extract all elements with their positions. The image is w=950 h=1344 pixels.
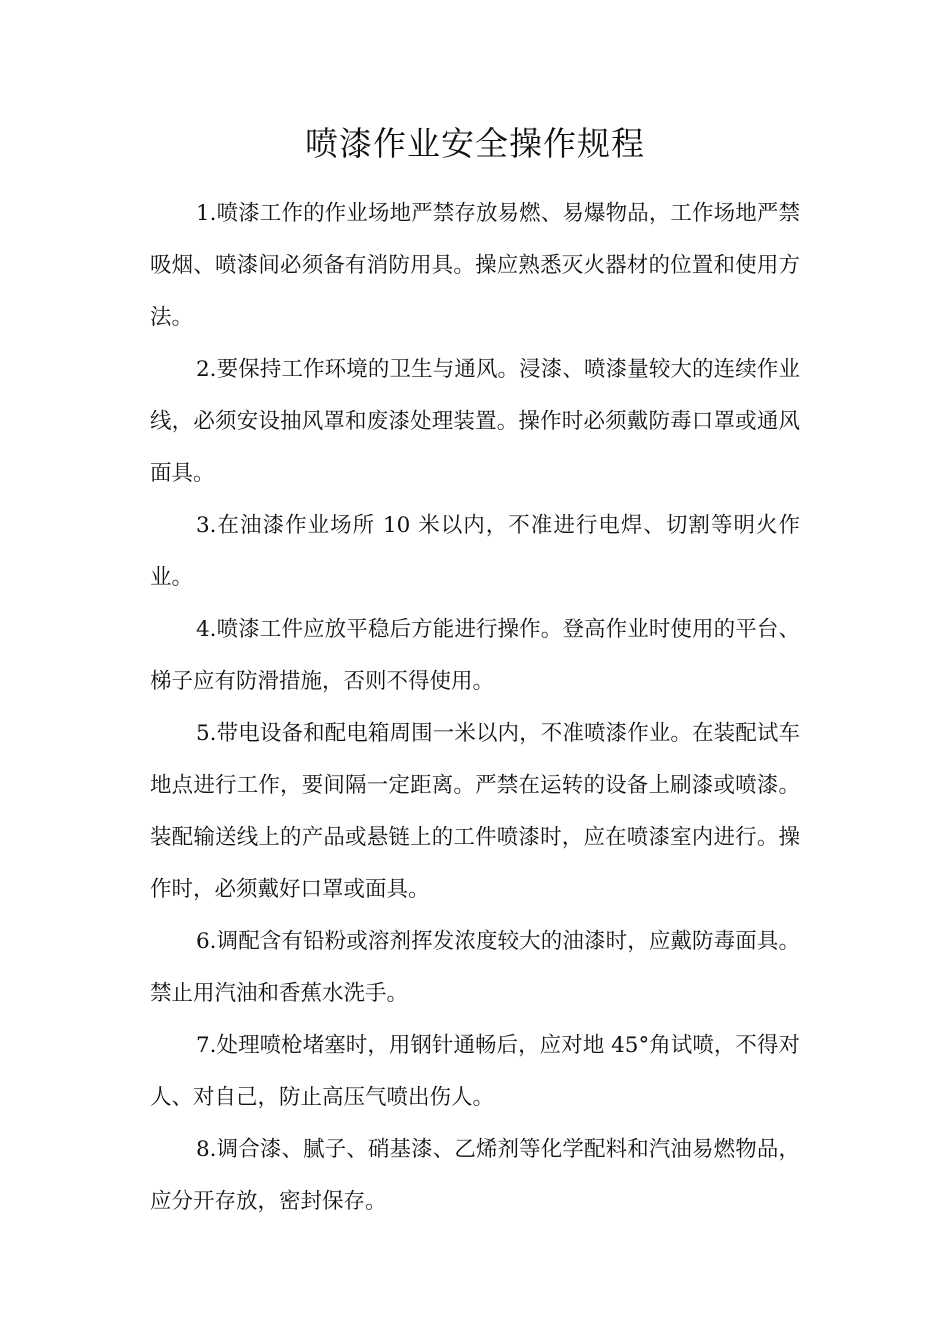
paragraph-7: 7.处理喷枪堵塞时，用钢针通畅后，应对地 45°角试喷，不得对人、对自己，防止高压气喷出伤人。 bbox=[150, 1033, 800, 1110]
paragraph-8: 8.调合漆、腻子、硝基漆、乙烯剂等化学配料和汽油易燃物品，应分开存放，密封保存。 bbox=[150, 1137, 800, 1214]
document-body bbox=[150, 188, 800, 1228]
paragraph-2: 2.要保持工作环境的卫生与通风。浸漆、喷漆量较大的连续作业线，必须安设抽风罩和废漆处理装置。操作时必须戴防毒口罩或通风面具。 bbox=[150, 357, 800, 486]
paragraph-3: 3.在油漆作业场所 10 米以内，不准进行电焊、切割等明火作业。 bbox=[150, 513, 800, 590]
paragraph-4: 4.喷漆工件应放平稳后方能进行操作。登高作业时使用的平台、梯子应有防滑措施，否则不得使用。 bbox=[150, 617, 800, 694]
paragraph-6: 6.调配含有铅粉或溶剂挥发浓度较大的油漆时，应戴防毒面具。禁止用汽油和香蕉水洗手。 bbox=[150, 929, 800, 1006]
paragraph-1: 1.喷漆工作的作业场地严禁存放易燃、易爆物品，工作场地严禁吸烟、喷漆间必须备有消防用具。操应熟悉灭火器材的位置和使用方法。 bbox=[150, 201, 800, 330]
paragraph-5: 5.带电设备和配电箱周围一米以内，不准喷漆作业。在装配试车地点进行工作，要间隔一定距离。严禁在运转的设备上刷漆或喷漆。装配输送线上的产品或悬链上的工件喷漆时，应在喷漆室内进行。操作时，必须戴好口罩或面具。 bbox=[150, 721, 800, 902]
document-title: 喷漆作业安全操作规程 bbox=[305, 124, 645, 163]
